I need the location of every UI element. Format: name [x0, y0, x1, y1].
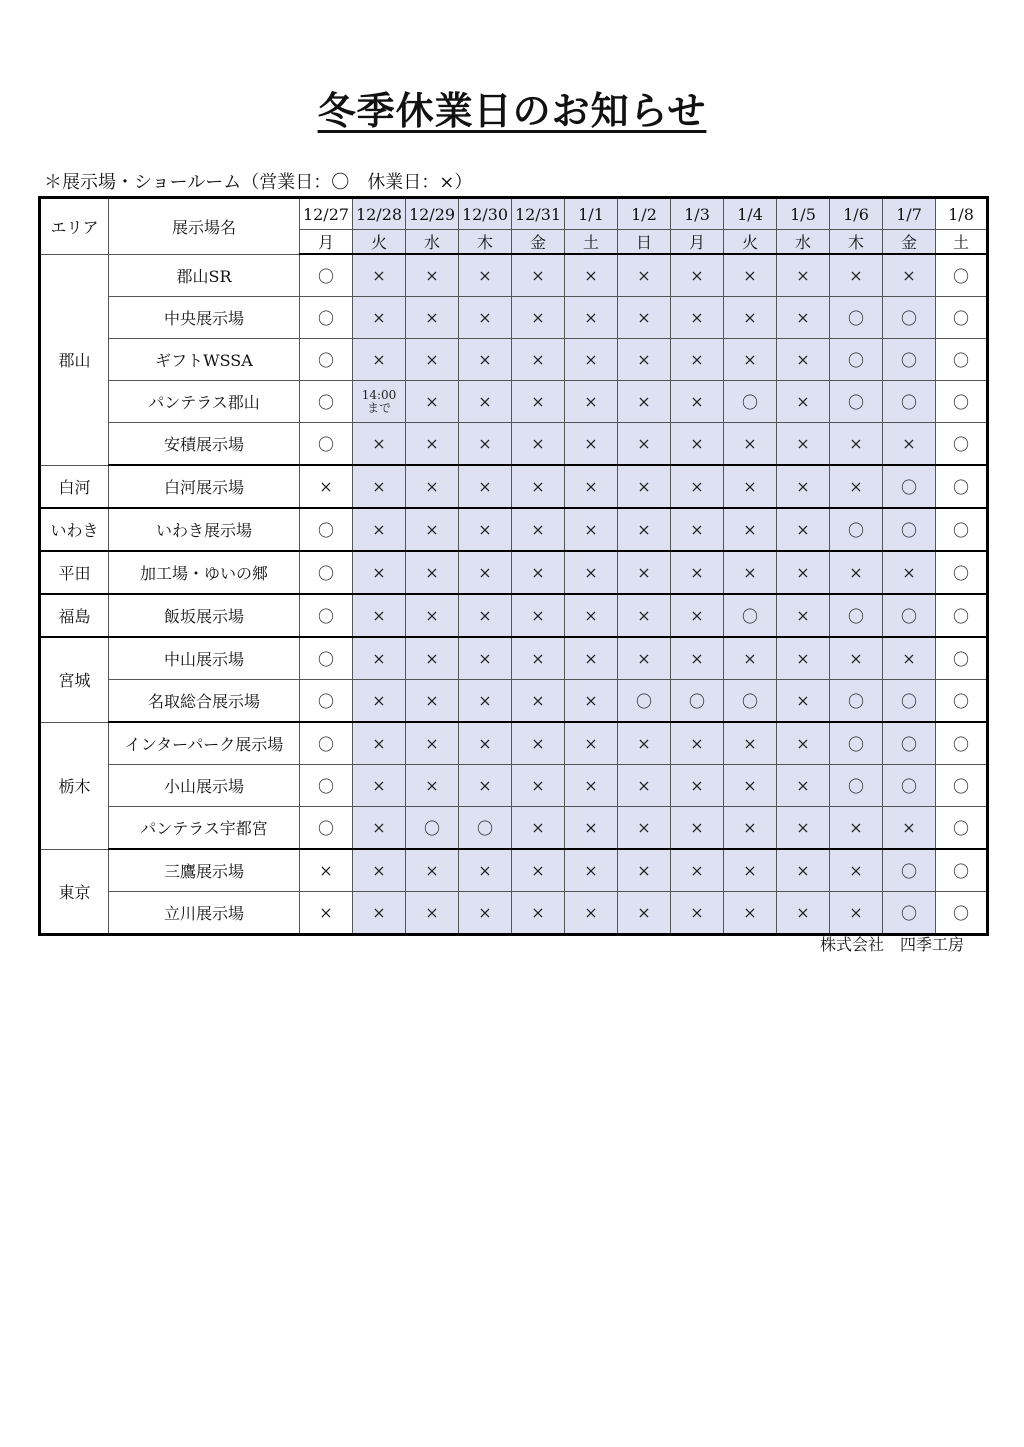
status-cell: 〇: [830, 680, 883, 723]
status-cell: ×: [777, 849, 830, 892]
status-cell: ×: [512, 807, 565, 850]
status-cell: ×: [777, 297, 830, 339]
status-cell: ×: [724, 849, 777, 892]
status-cell: ×: [512, 381, 565, 423]
status-cell: ×: [300, 465, 353, 508]
status-cell: ×: [618, 722, 671, 765]
status-cell: ×: [671, 508, 724, 551]
status-cell: ×: [565, 680, 618, 723]
status-cell: ×: [671, 765, 724, 807]
name-header: 展示場名: [109, 198, 300, 255]
status-cell: 〇: [300, 680, 353, 723]
status-cell: ×: [459, 297, 512, 339]
status-cell: 〇: [724, 594, 777, 637]
status-cell: ×: [724, 722, 777, 765]
status-cell: ×: [353, 722, 406, 765]
status-cell: ×: [406, 594, 459, 637]
weekday-header: 木: [459, 230, 512, 255]
status-cell: ×: [618, 297, 671, 339]
status-cell: ×: [565, 722, 618, 765]
status-cell: ×: [883, 254, 936, 297]
status-cell: ×: [406, 423, 459, 466]
status-cell: 〇: [671, 680, 724, 723]
status-cell: 〇: [300, 508, 353, 551]
status-cell: ×: [724, 508, 777, 551]
status-cell: ×: [459, 254, 512, 297]
date-header: 1/1: [565, 198, 618, 230]
status-cell: ×: [883, 637, 936, 680]
weekday-header: 金: [883, 230, 936, 255]
table-row: [40, 423, 988, 466]
table-row: [40, 892, 988, 935]
status-cell: ×: [565, 508, 618, 551]
status-cell: ×: [724, 892, 777, 935]
status-cell: 〇: [300, 594, 353, 637]
status-cell: 〇: [883, 508, 936, 551]
status-cell: ×: [777, 381, 830, 423]
table-row: [40, 637, 988, 680]
status-cell: ×: [512, 594, 565, 637]
status-cell: ×: [565, 849, 618, 892]
date-header: 12/29: [406, 198, 459, 230]
status-cell: 〇: [936, 254, 988, 297]
status-cell: 〇: [883, 339, 936, 381]
showroom-name: 立川展示場: [109, 892, 300, 935]
status-cell: ×: [565, 765, 618, 807]
table-row: [40, 594, 988, 637]
status-cell: ×: [406, 765, 459, 807]
status-cell: ×: [459, 594, 512, 637]
schedule-body: [40, 254, 988, 935]
status-cell: 〇: [883, 722, 936, 765]
status-cell: 〇: [300, 339, 353, 381]
status-cell: ×: [671, 381, 724, 423]
status-cell: ×: [565, 254, 618, 297]
status-cell: ×: [512, 297, 565, 339]
status-cell: ×: [565, 339, 618, 381]
status-cell: ×: [777, 508, 830, 551]
status-cell: ×: [777, 680, 830, 723]
showroom-name: 中山展示場: [109, 637, 300, 680]
area-cell: 栃木: [40, 722, 109, 849]
table-row: [40, 465, 988, 508]
status-cell: ×: [830, 254, 883, 297]
weekday-header: 金: [512, 230, 565, 255]
status-cell: [353, 381, 406, 423]
status-cell: 〇: [724, 680, 777, 723]
weekday-header: 土: [565, 230, 618, 255]
status-cell: ×: [406, 254, 459, 297]
status-cell: 〇: [936, 381, 988, 423]
status-cell: ×: [777, 637, 830, 680]
status-cell: ×: [512, 765, 565, 807]
status-cell: ×: [777, 339, 830, 381]
status-cell: 〇: [883, 892, 936, 935]
status-cell: ×: [353, 765, 406, 807]
status-cell: 〇: [936, 680, 988, 723]
status-cell: ×: [512, 849, 565, 892]
date-header: 1/6: [830, 198, 883, 230]
status-cell: 〇: [936, 849, 988, 892]
status-cell: ×: [512, 465, 565, 508]
status-cell: ×: [300, 892, 353, 935]
status-cell: ×: [406, 465, 459, 508]
status-cell: ×: [618, 423, 671, 466]
status-cell: ×: [618, 594, 671, 637]
status-cell: ×: [353, 465, 406, 508]
area-cell: いわき: [40, 508, 109, 551]
status-cell: ×: [777, 423, 830, 466]
showroom-name: 小山展示場: [109, 765, 300, 807]
status-cell: ×: [671, 423, 724, 466]
status-cell: ×: [459, 722, 512, 765]
status-cell: 〇: [406, 807, 459, 850]
status-cell: ×: [724, 637, 777, 680]
status-cell: ×: [406, 892, 459, 935]
status-cell: ×: [459, 508, 512, 551]
status-cell: 〇: [936, 637, 988, 680]
date-header: 1/7: [883, 198, 936, 230]
status-cell: 〇: [936, 465, 988, 508]
status-cell: ×: [512, 423, 565, 466]
status-cell: ×: [724, 297, 777, 339]
weekday-header: 水: [777, 230, 830, 255]
status-cell: ×: [724, 465, 777, 508]
status-cell: 〇: [883, 680, 936, 723]
status-cell: ×: [565, 297, 618, 339]
status-cell: ×: [671, 465, 724, 508]
showroom-name: 安積展示場: [109, 423, 300, 466]
table-row: [40, 765, 988, 807]
status-cell: ×: [777, 254, 830, 297]
status-cell: ×: [618, 465, 671, 508]
status-cell: ×: [724, 254, 777, 297]
table-row: [40, 339, 988, 381]
status-cell: 〇: [300, 254, 353, 297]
status-cell: ×: [830, 849, 883, 892]
table-row: [40, 807, 988, 850]
status-cell: 〇: [830, 594, 883, 637]
status-cell: ×: [353, 849, 406, 892]
status-cell: ×: [671, 297, 724, 339]
date-header: 12/30: [459, 198, 512, 230]
area-cell: 東京: [40, 849, 109, 935]
status-cell: ×: [618, 892, 671, 935]
showroom-name: 白河展示場: [109, 465, 300, 508]
status-cell: ×: [565, 807, 618, 850]
status-cell: ×: [512, 339, 565, 381]
status-cell: 〇: [830, 765, 883, 807]
status-cell: ×: [459, 465, 512, 508]
status-cell: ×: [565, 423, 618, 466]
status-cell: 〇: [936, 594, 988, 637]
status-cell: ×: [459, 680, 512, 723]
status-cell: 〇: [830, 508, 883, 551]
status-cell: ×: [512, 637, 565, 680]
status-cell: ×: [777, 722, 830, 765]
showroom-name: ギフトWSSA: [109, 339, 300, 381]
status-cell: ×: [830, 551, 883, 594]
date-header: 1/4: [724, 198, 777, 230]
showroom-name: 三鷹展示場: [109, 849, 300, 892]
status-cell: 〇: [936, 765, 988, 807]
status-cell: ×: [353, 254, 406, 297]
weekday-header: 火: [724, 230, 777, 255]
status-cell: ×: [618, 551, 671, 594]
weekday-header: 火: [353, 230, 406, 255]
status-cell: 〇: [883, 465, 936, 508]
status-cell: 〇: [936, 508, 988, 551]
status-cell: 〇: [724, 381, 777, 423]
status-cell: ×: [618, 637, 671, 680]
status-cell: ×: [777, 892, 830, 935]
status-cell: 〇: [830, 722, 883, 765]
status-cell: ×: [777, 765, 830, 807]
status-cell: ×: [565, 892, 618, 935]
status-cell: ×: [777, 594, 830, 637]
table-row: [40, 551, 988, 594]
status-cell: ×: [777, 551, 830, 594]
status-cell: ×: [512, 892, 565, 935]
status-cell: 〇: [300, 722, 353, 765]
status-cell: ×: [883, 551, 936, 594]
status-cell: ×: [618, 508, 671, 551]
status-cell: ×: [353, 680, 406, 723]
status-cell: 〇: [936, 423, 988, 466]
status-cell: ×: [671, 807, 724, 850]
status-cell: ×: [618, 849, 671, 892]
status-cell: ×: [671, 339, 724, 381]
status-cell: ×: [565, 465, 618, 508]
status-cell: 〇: [936, 297, 988, 339]
status-cell: ×: [406, 637, 459, 680]
status-cell: ×: [777, 465, 830, 508]
date-header: 12/31: [512, 198, 565, 230]
date-header: 12/28: [353, 198, 406, 230]
status-cell: ×: [777, 807, 830, 850]
status-cell: 〇: [883, 594, 936, 637]
status-cell: ×: [459, 849, 512, 892]
status-cell: ×: [830, 465, 883, 508]
area-cell: 白河: [40, 465, 109, 508]
weekday-header: 日: [618, 230, 671, 255]
showroom-name: 加工場・ゆいの郷: [109, 551, 300, 594]
status-cell: ×: [830, 892, 883, 935]
status-cell: 〇: [936, 807, 988, 850]
status-cell: ×: [459, 381, 512, 423]
status-cell: 〇: [618, 680, 671, 723]
status-cell: ×: [512, 722, 565, 765]
status-cell: ×: [406, 381, 459, 423]
status-cell: ×: [830, 423, 883, 466]
showroom-name: パンテラス宇都宮: [109, 807, 300, 850]
table-row: [40, 849, 988, 892]
status-cell: ×: [300, 849, 353, 892]
status-cell: ×: [459, 892, 512, 935]
status-cell: 〇: [936, 339, 988, 381]
status-cell: ×: [459, 765, 512, 807]
showroom-name: インターパーク展示場: [109, 722, 300, 765]
status-cell: 〇: [300, 551, 353, 594]
status-cell: ×: [406, 339, 459, 381]
status-cell: ×: [618, 807, 671, 850]
table-row: [40, 722, 988, 765]
status-cell: ×: [459, 637, 512, 680]
weekday-header: 水: [406, 230, 459, 255]
status-cell: ×: [565, 594, 618, 637]
schedule-table: [38, 196, 989, 936]
date-header: 1/3: [671, 198, 724, 230]
status-cell: ×: [353, 339, 406, 381]
status-cell: ×: [353, 637, 406, 680]
status-cell: ×: [618, 381, 671, 423]
area-cell: 郡山: [40, 254, 109, 465]
status-cell: ×: [406, 508, 459, 551]
weekday-header: 土: [936, 230, 988, 255]
status-cell: ×: [671, 594, 724, 637]
status-cell: 〇: [830, 381, 883, 423]
date-header: 12/27: [300, 198, 353, 230]
status-cell: ×: [883, 423, 936, 466]
status-cell: ×: [724, 423, 777, 466]
status-cell: 〇: [883, 849, 936, 892]
status-cell: 〇: [936, 551, 988, 594]
date-header: 1/8: [936, 198, 988, 230]
status-cell: ×: [671, 722, 724, 765]
status-cell: ×: [671, 637, 724, 680]
status-cell: ×: [830, 807, 883, 850]
status-cell: 〇: [300, 297, 353, 339]
area-header: エリア: [40, 198, 109, 255]
area-cell: 平田: [40, 551, 109, 594]
status-cell: ×: [406, 849, 459, 892]
status-cell: ×: [671, 892, 724, 935]
status-cell: 〇: [830, 339, 883, 381]
area-cell: 宮城: [40, 637, 109, 722]
status-cell: ×: [459, 339, 512, 381]
status-cell: ×: [724, 807, 777, 850]
status-cell: 〇: [300, 381, 353, 423]
status-cell: ×: [671, 551, 724, 594]
showroom-name: いわき展示場: [109, 508, 300, 551]
status-cell: ×: [406, 722, 459, 765]
status-cell: ×: [459, 551, 512, 594]
status-cell: 〇: [883, 381, 936, 423]
status-cell: 〇: [300, 765, 353, 807]
weekday-header: 月: [671, 230, 724, 255]
status-cell: ×: [883, 807, 936, 850]
area-cell: 福島: [40, 594, 109, 637]
status-cell: ×: [512, 254, 565, 297]
status-cell: 〇: [300, 423, 353, 466]
status-note: まで: [366, 400, 391, 415]
status-cell: 〇: [300, 807, 353, 850]
status-cell: 〇: [883, 765, 936, 807]
status-cell: ×: [724, 339, 777, 381]
status-cell: ×: [353, 807, 406, 850]
status-cell: ×: [459, 423, 512, 466]
date-header: 1/5: [777, 198, 830, 230]
status-cell: ×: [512, 551, 565, 594]
status-cell: 〇: [936, 892, 988, 935]
table-row: [40, 508, 988, 551]
table-row: [40, 381, 988, 423]
date-header-row: [40, 198, 988, 230]
status-cell: ×: [565, 551, 618, 594]
status-cell: ×: [724, 765, 777, 807]
status-cell: ×: [353, 892, 406, 935]
status-cell: ×: [353, 551, 406, 594]
table-row: [40, 297, 988, 339]
page-title: 冬季休業日のお知らせ: [317, 89, 707, 133]
status-cell: ×: [406, 297, 459, 339]
date-header: 1/2: [618, 198, 671, 230]
status-cell: ×: [565, 637, 618, 680]
status-cell: ×: [618, 254, 671, 297]
showroom-name: 飯坂展示場: [109, 594, 300, 637]
status-cell: 〇: [936, 722, 988, 765]
showroom-name: パンテラス郡山: [109, 381, 300, 423]
status-cell: 〇: [300, 637, 353, 680]
status-cell: ×: [830, 637, 883, 680]
status-cell: ×: [406, 680, 459, 723]
showroom-name: 中央展示場: [109, 297, 300, 339]
status-cell: 〇: [459, 807, 512, 850]
status-cell: ×: [671, 849, 724, 892]
showroom-name: 名取総合展示場: [109, 680, 300, 723]
status-cell: 〇: [830, 297, 883, 339]
status-cell: ×: [512, 508, 565, 551]
status-note: 14:00: [361, 387, 397, 402]
status-cell: ×: [353, 594, 406, 637]
status-cell: ×: [353, 508, 406, 551]
status-cell: ×: [671, 254, 724, 297]
status-cell: ×: [353, 423, 406, 466]
status-cell: ×: [353, 297, 406, 339]
weekday-header: 月: [300, 230, 353, 255]
status-cell: ×: [618, 339, 671, 381]
status-cell: ×: [724, 551, 777, 594]
status-cell: ×: [565, 381, 618, 423]
table-row: [40, 680, 988, 723]
status-cell: 〇: [883, 297, 936, 339]
status-cell: ×: [512, 680, 565, 723]
company-name: 株式会社 四季工房: [820, 935, 965, 954]
legend-note: ＊展示場・ショールーム（営業日：〇 休業日：×）: [44, 172, 473, 193]
status-cell: ×: [618, 765, 671, 807]
showroom-name: 郡山SR: [109, 254, 300, 297]
weekday-header: 木: [830, 230, 883, 255]
table-row: [40, 254, 988, 297]
status-cell: ×: [406, 551, 459, 594]
